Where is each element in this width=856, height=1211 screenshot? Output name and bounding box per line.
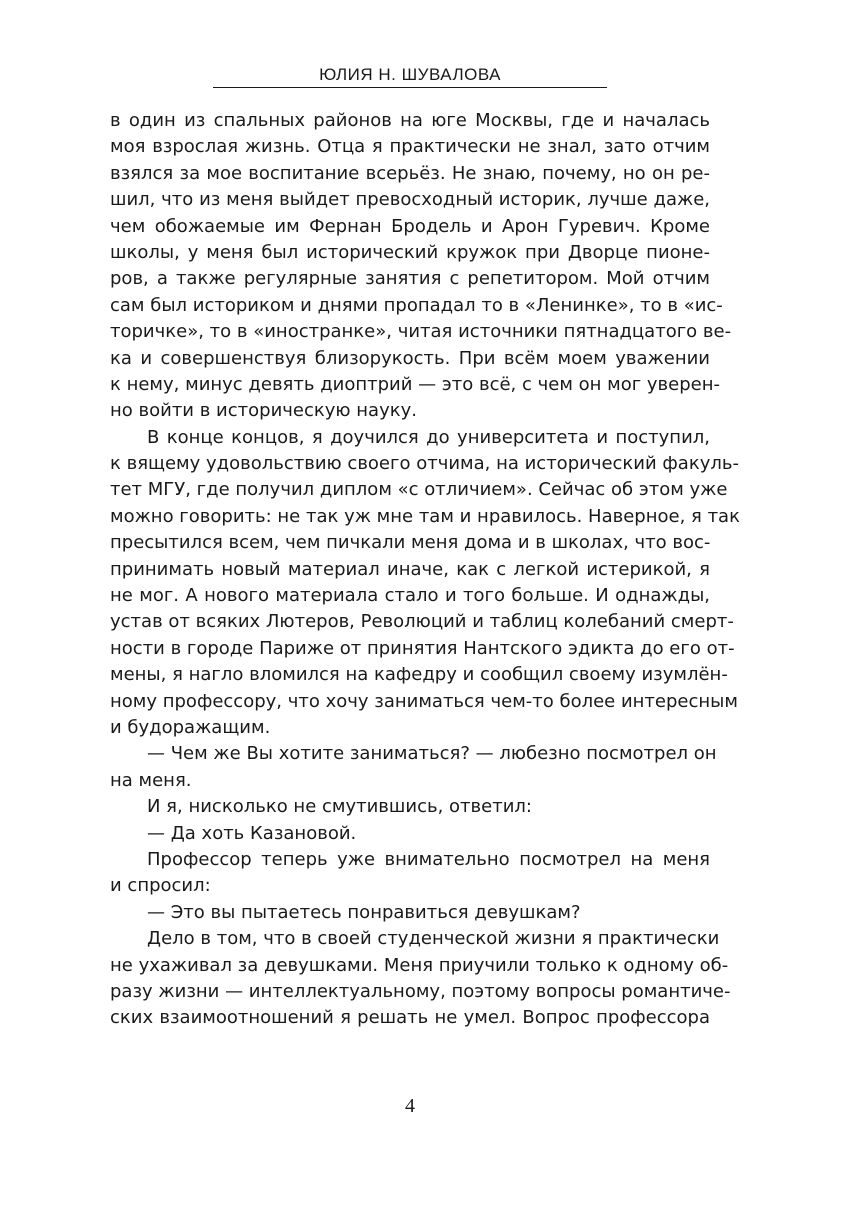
text-line: — Да хоть Казановой. [147, 822, 357, 844]
text-line: ских взаимоотношений я решать не умел. Вопрос профессора [110, 1007, 710, 1029]
text-line: тет МГУ, где получил диплом «с отличием». Сейчас об этом уже [110, 479, 728, 501]
text-line: в один из спальных районов на юге Москвы, где и началась [110, 110, 710, 131]
text-line: чем обожаемые им Фернан Бродель и Арон Гуревич. Кроме [110, 215, 710, 237]
text-line: ка и совершенствуя близорукость. При всём моем уважении [110, 347, 710, 369]
text-line: и будоражащим. [110, 716, 271, 738]
text-line: В конце концов, я доучился до университета и поступил, [147, 426, 710, 448]
text-line: разу жизни — интеллектуальному, поэтому вопросы романтиче- [110, 980, 731, 1002]
text-line: сам был историком и днями пропадал то в «Ленинке», то в «ис- [110, 294, 723, 316]
text-line: ному профессору, что хочу заниматься чем-то более интересным [110, 690, 738, 712]
text-line: моя взрослая жизнь. Отца я практически не знал, зато отчим [110, 136, 710, 158]
text-line: на меня. [110, 769, 192, 791]
text-line: Профессор теперь уже внимательно посмотрел на меня [147, 848, 710, 870]
running-header: ЮЛИЯ Н. ШУВАЛОВА [213, 65, 607, 88]
text-line: к нему, минус девять диоптрий — это всё, с чем он мог уверен- [110, 373, 720, 395]
text-line: и спросил: [110, 875, 211, 897]
text-line: школы, у меня был исторический кружок при Дворце пионе- [110, 241, 710, 263]
text-line: пресытился всем, чем пичкали меня дома и в школах, что вос- [110, 532, 711, 554]
text-line: не ухаживал за девушками. Меня приучили только к одному об- [110, 954, 729, 976]
text-line: можно говорить: не так уж мне там и нравилось. Наверное, я так [110, 505, 740, 527]
page-number: 4 [405, 1095, 415, 1117]
text-line: — Это вы пытаетесь понравиться девушкам? [147, 901, 581, 923]
text-line: И я, нисколько не смутившись, ответил: [147, 796, 532, 818]
text-line: мены, я нагло вломился на кафедру и сообщил своему изумлён- [110, 664, 728, 686]
text-line: ров, а также регулярные занятия с репетитором. Мой отчим [110, 268, 710, 290]
text-line: взялся за мое воспитание всерьёз. Не знаю, почему, но он ре- [110, 162, 710, 184]
text-line: шил, что из меня выйдет превосходный историк, лучше даже, [110, 189, 710, 211]
text-line: ности в городе Париже от принятия Нантского эдикта до его от- [110, 637, 735, 659]
text-line: устав от всяких Лютеров, Революций и таблиц колебаний смерт- [110, 611, 734, 633]
text-line: не мог. А нового материала стало и того больше. И однажды, [110, 585, 710, 607]
text-line: Дело в том, что в своей студенческой жизни я практически [147, 928, 720, 950]
text-line: торичке», то в «иностранке», читая источники пятнадцатого ве- [110, 321, 732, 343]
text-line: принимать новый материал иначе, как с легкой истерикой, я [110, 558, 710, 580]
text-line: — Чем же Вы хотите заниматься? — любезно посмотрел он [147, 743, 717, 765]
text-line: но войти в историческую науку. [110, 400, 417, 422]
body-text [110, 108, 740, 1032]
text-line: к вящему удовольствию своего отчима, на исторический факуль- [110, 453, 739, 475]
